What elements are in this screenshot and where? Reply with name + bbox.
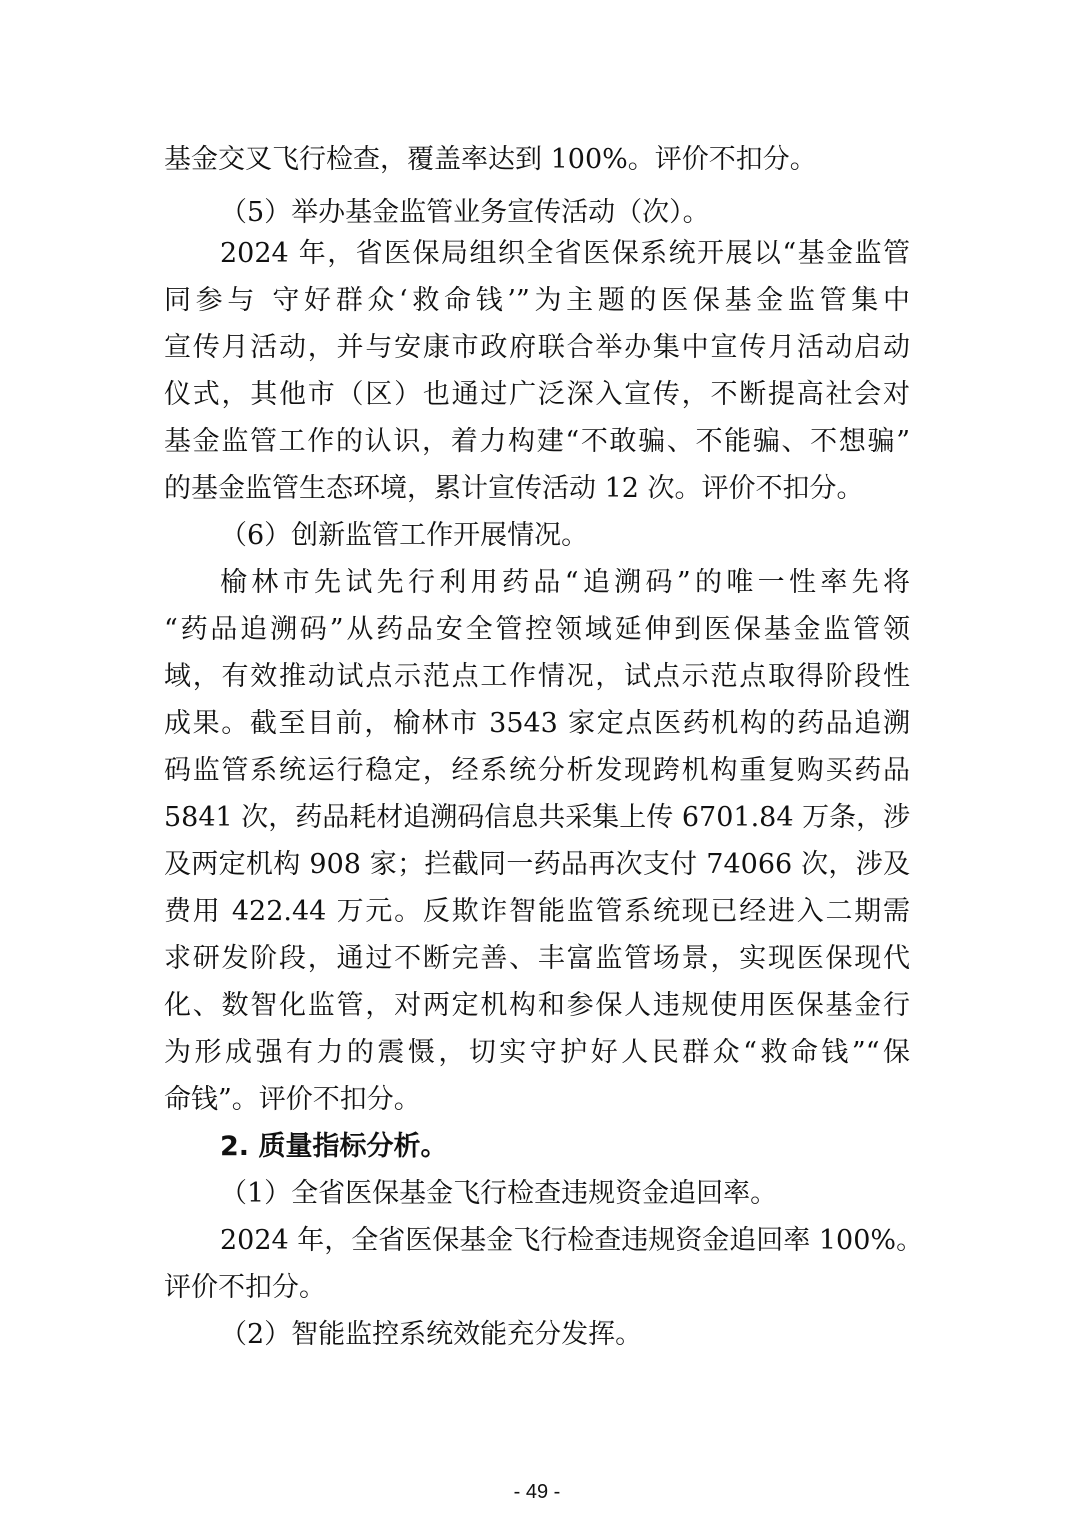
text-line: 求研发阶段，通过不断完善、丰富监管场景，实现医保现代 bbox=[164, 943, 910, 974]
text-line: 域，有效推动试点示范点工作情况，试点示范点取得阶段性 bbox=[164, 661, 910, 692]
text-line: （1）全省医保基金飞行检查违规资金追回率。 bbox=[220, 1178, 778, 1209]
text-line: 榆林市先试先行利用药品“追溯码”的唯一性率先将 bbox=[220, 567, 910, 598]
text-line: 仪式，其他市（区）也通过广泛深入宣传，不断提高社会对 bbox=[164, 379, 910, 410]
section-heading: 2. 质量指标分析。 bbox=[220, 1131, 448, 1162]
text-line: 成果。截至目前，榆林市 3543 家定点医药机构的药品追溯 bbox=[164, 708, 910, 739]
text-line: 命钱”。评价不扣分。 bbox=[164, 1084, 421, 1115]
text-line: 码监管系统运行稳定，经系统分析发现跨机构重复购买药品 bbox=[164, 755, 910, 786]
text-line: 5841 次，药品耗材追溯码信息共采集上传 6701.84 万条，涉 bbox=[164, 802, 911, 833]
text-line: 及两定机构 908 家；拦截同一药品再次支付 74066 次，涉及 bbox=[164, 849, 910, 880]
text-line: 宣传月活动，并与安康市政府联合举办集中宣传月活动启动 bbox=[164, 332, 910, 363]
text-line: 同参与 守好群众‘救命钱’”为主题的医保基金监管集中 bbox=[164, 285, 910, 316]
text-line: 为形成强有力的震慑，切实守护好人民群众“救命钱”“保 bbox=[164, 1037, 910, 1068]
text-line: 2024 年，全省医保基金飞行检查违规资金追回率 100%。 bbox=[220, 1225, 924, 1256]
text-line: 费用 422.44 万元。反欺诈智能监管系统现已经进入二期需 bbox=[164, 896, 910, 927]
text-line: 评价不扣分。 bbox=[164, 1272, 326, 1303]
text-line: （5）举办基金监管业务宣传活动（次）。 bbox=[220, 197, 710, 228]
text-line: （2）智能监控系统效能充分发挥。 bbox=[220, 1319, 643, 1350]
text-line: 基金监管工作的认识，着力构建“不敢骗、不能骗、不想骗” bbox=[164, 426, 910, 457]
text-line: 的基金监管生态环境，累计宣传活动 12 次。评价不扣分。 bbox=[164, 473, 864, 504]
page-number: - 49 - bbox=[513, 1481, 561, 1503]
text-line: （6）创新监管工作开展情况。 bbox=[220, 520, 589, 551]
text-line: 2024 年，省医保局组织全省医保系统开展以“基金监管 bbox=[220, 238, 910, 269]
text-line: 化、数智化监管，对两定机构和参保人违规使用医保基金行 bbox=[164, 990, 910, 1021]
text-line: “药品追溯码”从药品安全管控领域延伸到医保基金监管领 bbox=[164, 614, 910, 645]
text-line: 基金交叉飞行检查，覆盖率达到 100%。评价不扣分。 bbox=[164, 144, 817, 175]
